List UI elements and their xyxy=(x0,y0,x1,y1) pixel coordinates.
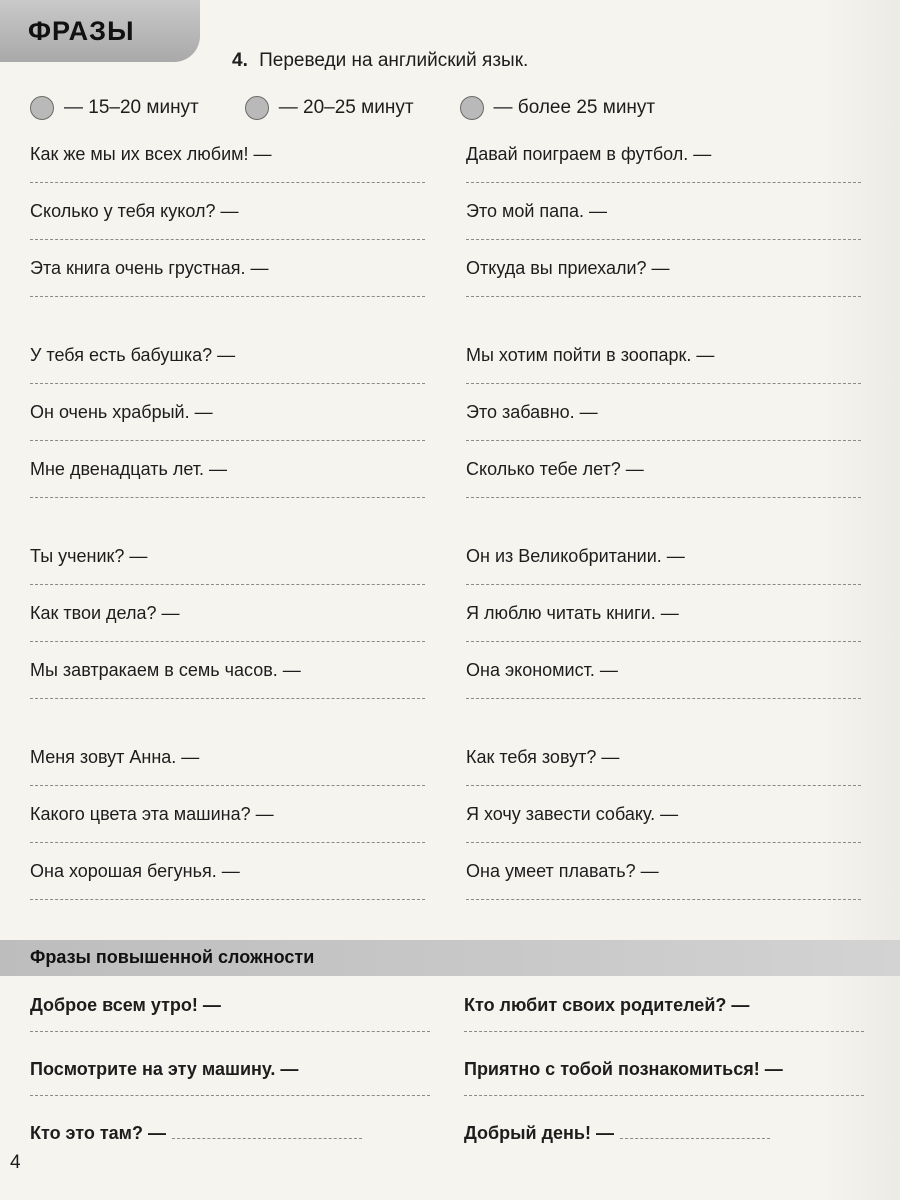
phrase-text: Мы завтракаем в семь часов. — xyxy=(30,660,301,680)
answer-line[interactable] xyxy=(466,584,861,585)
answer-line[interactable] xyxy=(30,440,425,441)
timer-label: — 20–25 минут xyxy=(278,97,414,118)
answer-line[interactable] xyxy=(466,296,861,297)
timer-slow xyxy=(460,96,656,120)
phrase-item xyxy=(30,142,425,199)
phrase-item xyxy=(30,859,425,916)
phrase-text: Доброе всем утро! — xyxy=(30,995,221,1015)
phrase-text: Посмотрите на эту машину. — xyxy=(30,1059,299,1079)
answer-line[interactable] xyxy=(466,698,861,699)
phrase-text: Я хочу завести собаку. — xyxy=(466,804,679,824)
answer-line[interactable] xyxy=(30,296,425,297)
phrase-item xyxy=(466,199,861,256)
answer-line[interactable] xyxy=(464,1095,864,1096)
phrase-item xyxy=(30,457,425,514)
phrase-item xyxy=(30,658,425,715)
left-phrase-column xyxy=(30,142,425,916)
phrase-item xyxy=(466,256,861,313)
answer-line[interactable] xyxy=(466,785,861,786)
phrase-item xyxy=(466,745,861,802)
answer-line[interactable] xyxy=(30,383,425,384)
phrase-text: Давай поиграем в футбол. — xyxy=(466,144,712,164)
answer-line[interactable] xyxy=(30,698,425,699)
phrase-item xyxy=(466,457,861,514)
answer-line[interactable] xyxy=(466,842,861,843)
answer-line[interactable] xyxy=(30,239,425,240)
answer-line[interactable] xyxy=(466,497,861,498)
phrase-item xyxy=(30,745,425,802)
task-number: 4. xyxy=(232,50,248,71)
phrase-text: Эта книга очень грустная. — xyxy=(30,258,269,278)
phrase-text: Откуда вы приехали? — xyxy=(466,258,670,278)
task-instruction: Переведи на английский язык. xyxy=(259,50,529,71)
phrase-text: Как твои дела? — xyxy=(30,603,180,623)
phrase-text: Кто это там? — xyxy=(30,1123,166,1143)
phrase-text: Она экономист. — xyxy=(466,660,618,680)
answer-line[interactable] xyxy=(466,440,861,441)
phrase-item xyxy=(466,343,861,400)
phrase-item xyxy=(30,199,425,256)
phrase-item xyxy=(466,859,861,916)
phrase-text: Мы хотим пойти в зоопарк. — xyxy=(466,345,715,365)
phrase-item xyxy=(30,400,425,457)
advanced-phrase-item xyxy=(30,993,430,1057)
answer-line[interactable] xyxy=(30,584,425,585)
phrase-text: Он очень храбрый. — xyxy=(30,402,213,422)
section-tab-label: ФРАЗЫ xyxy=(28,15,135,46)
answer-line[interactable] xyxy=(30,842,425,843)
advanced-phrase-item xyxy=(30,1121,430,1185)
phrase-item xyxy=(466,658,861,715)
phrase-item xyxy=(30,601,425,658)
phrase-item xyxy=(466,142,861,199)
task-heading xyxy=(232,50,528,72)
phrase-text: Ты ученик? — xyxy=(30,546,148,566)
phrase-item xyxy=(30,343,425,400)
answer-line[interactable] xyxy=(30,1031,430,1032)
neutral-face-icon xyxy=(245,96,269,120)
phrase-text: Сколько тебе лет? — xyxy=(466,459,644,479)
time-guide xyxy=(30,96,790,120)
phrase-text: Как же мы их всех любим! — xyxy=(30,144,272,164)
phrase-text: Меня зовут Анна. — xyxy=(30,747,200,767)
advanced-left-column xyxy=(30,993,430,1185)
phrase-item xyxy=(30,544,425,601)
answer-line[interactable] xyxy=(172,1138,362,1139)
phrase-item xyxy=(466,544,861,601)
answer-line[interactable] xyxy=(30,1095,430,1096)
phrase-item xyxy=(466,400,861,457)
advanced-phrase-item xyxy=(30,1057,430,1121)
advanced-section-banner xyxy=(0,940,900,976)
answer-line[interactable] xyxy=(466,899,861,900)
answer-line[interactable] xyxy=(466,182,861,183)
phrase-text: Мне двенадцать лет. — xyxy=(30,459,227,479)
phrase-text: Сколько у тебя кукол? — xyxy=(30,201,239,221)
phrase-item xyxy=(30,802,425,859)
answer-line[interactable] xyxy=(466,383,861,384)
phrase-text: Это забавно. — xyxy=(466,402,598,422)
phrase-item xyxy=(30,256,425,313)
sad-face-icon xyxy=(460,96,484,120)
phrase-text: Она хорошая бегунья. — xyxy=(30,861,240,881)
answer-line[interactable] xyxy=(30,641,425,642)
answer-line[interactable] xyxy=(30,899,425,900)
right-phrase-column xyxy=(466,142,861,916)
advanced-section-title: Фразы повышенной сложности xyxy=(30,947,315,967)
answer-line[interactable] xyxy=(464,1031,864,1032)
phrase-text: Добрый день! — xyxy=(464,1123,614,1143)
answer-line[interactable] xyxy=(466,239,861,240)
advanced-phrase-item xyxy=(464,993,864,1057)
page-number: 4 xyxy=(10,1152,21,1173)
answer-line[interactable] xyxy=(620,1138,770,1139)
phrase-item xyxy=(466,802,861,859)
smile-face-icon xyxy=(30,96,54,120)
phrase-text: Какого цвета эта машина? — xyxy=(30,804,274,824)
phrase-text: Приятно с тобой познакомиться! — xyxy=(464,1059,783,1079)
phrase-item xyxy=(466,601,861,658)
phrase-text: Это мой папа. — xyxy=(466,201,607,221)
timer-label: — 15–20 минут xyxy=(64,97,199,118)
answer-line[interactable] xyxy=(30,497,425,498)
phrase-text: Как тебя зовут? — xyxy=(466,747,620,767)
phrase-text: Кто любит своих родителей? — xyxy=(464,995,750,1015)
answer-line[interactable] xyxy=(30,785,425,786)
answer-line[interactable] xyxy=(466,641,861,642)
advanced-phrase-item xyxy=(464,1121,864,1185)
advanced-right-column xyxy=(464,993,864,1185)
answer-line[interactable] xyxy=(30,182,425,183)
phrase-text: У тебя есть бабушка? — xyxy=(30,345,236,365)
phrase-text: Она умеет плавать? — xyxy=(466,861,659,881)
phrase-text: Я люблю читать книги. — xyxy=(466,603,679,623)
advanced-phrase-item xyxy=(464,1057,864,1121)
timer-medium xyxy=(245,96,414,120)
phrase-text: Он из Великобритании. — xyxy=(466,546,685,566)
section-tab xyxy=(0,0,200,62)
timer-label: — более 25 минут xyxy=(493,97,656,118)
timer-fast xyxy=(30,96,199,120)
